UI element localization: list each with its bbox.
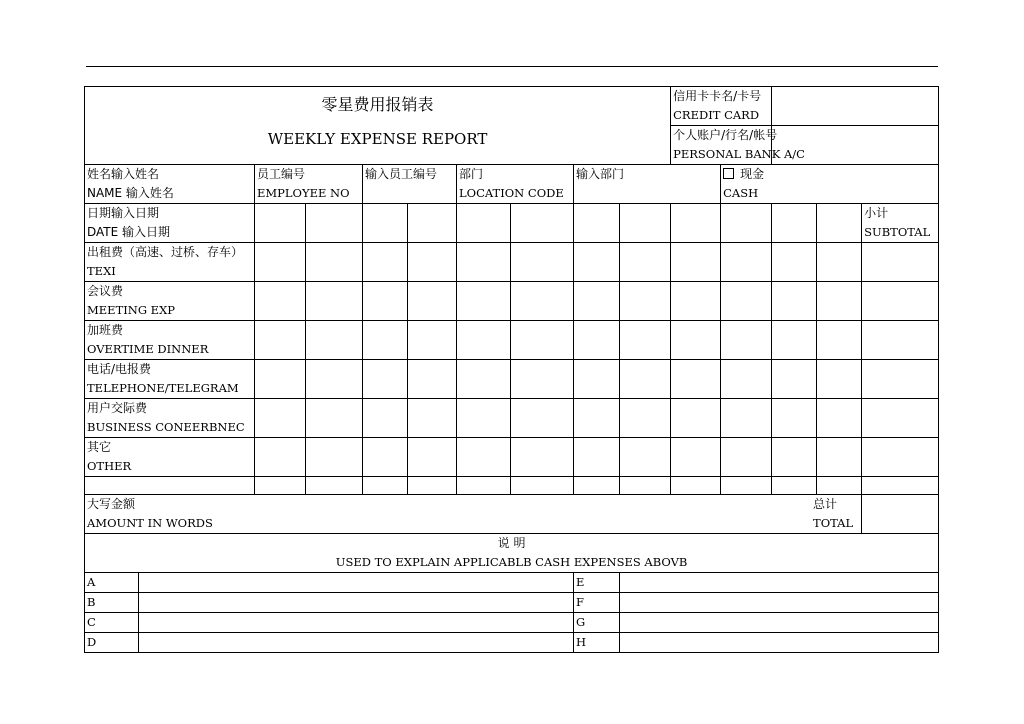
expense-row [85, 438, 939, 477]
location-code-field[interactable]: 输入部门 [574, 165, 721, 204]
grid-cell[interactable] [721, 321, 772, 360]
subtotal-cell[interactable] [862, 360, 939, 399]
explain-field[interactable] [620, 593, 939, 613]
grid-cell[interactable] [817, 243, 862, 282]
grid-cell[interactable] [306, 243, 363, 282]
grid-cell[interactable] [817, 204, 862, 243]
date-label[interactable]: 日期输入日期 DATE 输入日期 [85, 204, 255, 243]
grid-cell[interactable] [306, 477, 363, 495]
grid-cell[interactable] [671, 438, 721, 477]
grid-cell[interactable] [721, 243, 772, 282]
explain-letter: H [574, 633, 620, 653]
grid-cell[interactable] [511, 282, 574, 321]
grid-cell[interactable] [457, 477, 511, 495]
grid-cell[interactable] [772, 477, 817, 495]
explain-field[interactable] [620, 613, 939, 633]
grid-cell[interactable] [817, 360, 862, 399]
grid-cell[interactable] [574, 204, 620, 243]
cash-checkbox[interactable] [723, 168, 734, 179]
explain-field[interactable] [139, 613, 574, 633]
grid-cell[interactable] [620, 360, 671, 399]
grid-cell[interactable] [574, 243, 620, 282]
name-field[interactable]: 姓名输入姓名 NAME 输入姓名 [85, 165, 255, 204]
grid-cell[interactable] [306, 321, 363, 360]
grid-cell[interactable] [457, 243, 511, 282]
credit-card-label: 信用卡卡名/卡号 CREDIT CARD [671, 87, 772, 126]
grid-cell[interactable] [511, 438, 574, 477]
grid-cell[interactable] [574, 282, 620, 321]
grid-cell[interactable] [620, 438, 671, 477]
expense-label: 其它 OTHER [85, 438, 255, 477]
grid-cell[interactable] [511, 321, 574, 360]
explain-field[interactable] [139, 593, 574, 613]
subtotal-cell[interactable] [862, 282, 939, 321]
grid-cell[interactable] [363, 282, 408, 321]
title-en: WEEKLY EXPENSE REPORT [267, 130, 488, 148]
expense-label: 用户交际费 BUSINESS CONEERBNEC [85, 399, 255, 438]
grid-cell[interactable] [511, 360, 574, 399]
grid-cell[interactable] [620, 243, 671, 282]
explain-row [85, 573, 939, 593]
expense-label: 出租费（高速、过桥、存车） TEXI [85, 243, 255, 282]
expense-report-form [84, 86, 938, 653]
grid-cell[interactable] [408, 399, 457, 438]
grid-cell[interactable] [574, 399, 620, 438]
explain-letter: C [85, 613, 139, 633]
subtotal-cell[interactable] [862, 243, 939, 282]
grid-cell[interactable] [457, 282, 511, 321]
grid-cell[interactable] [255, 360, 306, 399]
grid-cell[interactable] [306, 282, 363, 321]
expense-row [85, 321, 939, 360]
grid-cell[interactable] [408, 204, 457, 243]
grid-cell[interactable] [457, 438, 511, 477]
expense-row [85, 243, 939, 282]
grid-cell[interactable] [457, 360, 511, 399]
grid-cell[interactable] [772, 399, 817, 438]
grid-cell[interactable] [408, 243, 457, 282]
grid-cell[interactable] [772, 438, 817, 477]
grid-cell[interactable] [363, 204, 408, 243]
expense-row [85, 399, 939, 438]
grid-cell[interactable] [306, 204, 363, 243]
explain-field[interactable] [620, 633, 939, 653]
explain-letter: F [574, 593, 620, 613]
amount-row [85, 495, 939, 534]
explain-letter: G [574, 613, 620, 633]
explain-row [85, 633, 939, 653]
grid-cell[interactable] [671, 399, 721, 438]
expense-label: 加班费 OVERTIME DINNER [85, 321, 255, 360]
grid-cell[interactable] [772, 243, 817, 282]
credit-card-field[interactable] [772, 87, 939, 126]
explain-row [85, 593, 939, 613]
grid-cell[interactable] [721, 204, 772, 243]
grid-cell[interactable] [306, 438, 363, 477]
expense-table [84, 86, 939, 653]
grid-cell[interactable] [721, 360, 772, 399]
grid-cell[interactable] [620, 282, 671, 321]
grid-cell[interactable] [511, 477, 574, 495]
grid-cell[interactable] [363, 243, 408, 282]
blank-row [85, 477, 939, 495]
grid-cell[interactable] [363, 399, 408, 438]
grid-cell[interactable] [255, 282, 306, 321]
grid-cell[interactable] [671, 204, 721, 243]
grid-cell[interactable] [721, 477, 772, 495]
grid-cell[interactable] [457, 204, 511, 243]
grid-cell[interactable] [721, 438, 772, 477]
expense-label: 电话/电报费 TELEPHONE/TELEGRAM [85, 360, 255, 399]
grid-cell[interactable] [306, 399, 363, 438]
grid-cell[interactable] [817, 438, 862, 477]
grid-cell[interactable] [671, 243, 721, 282]
total-cell[interactable] [862, 495, 939, 534]
grid-cell[interactable] [721, 399, 772, 438]
grid-cell[interactable] [255, 399, 306, 438]
bank-account-label: 个人账户/行名/帐号 PERSONAL BANK A/C [671, 126, 772, 165]
grid-cell[interactable] [671, 360, 721, 399]
grid-cell[interactable] [255, 243, 306, 282]
grid-cell[interactable] [457, 321, 511, 360]
grid-cell[interactable] [620, 399, 671, 438]
grid-cell[interactable] [772, 204, 817, 243]
grid-cell[interactable] [817, 399, 862, 438]
grid-cell[interactable] [306, 360, 363, 399]
explain-row [85, 613, 939, 633]
grid-cell[interactable] [511, 243, 574, 282]
amount-in-words-field[interactable]: 大写金额 AMOUNT IN WORDS 总计 TOTAL [85, 495, 862, 534]
grid-cell[interactable] [255, 204, 306, 243]
explain-header: 说 明 USED TO EXPLAIN APPLICABLB CASH EXPENSES ABOVB [85, 534, 939, 573]
grid-cell[interactable] [255, 438, 306, 477]
grid-cell[interactable] [620, 477, 671, 495]
title-cn: 零星费用报销表 [321, 95, 434, 114]
grid-cell[interactable] [363, 360, 408, 399]
date-row [85, 204, 939, 243]
explain-letter: A [85, 573, 139, 593]
grid-cell[interactable] [772, 282, 817, 321]
total-label-en: TOTAL [813, 516, 854, 530]
grid-cell[interactable] [671, 477, 721, 495]
explain-field[interactable] [139, 573, 574, 593]
grid-cell[interactable] [511, 204, 574, 243]
expense-label: 会议费 MEETING EXP [85, 282, 255, 321]
total-label-cn: 总计 [813, 497, 838, 511]
subtotal-cell[interactable] [862, 321, 939, 360]
grid-cell[interactable] [620, 321, 671, 360]
grid-cell[interactable] [671, 282, 721, 321]
grid-cell[interactable] [408, 282, 457, 321]
grid-cell[interactable] [363, 321, 408, 360]
grid-cell[interactable] [255, 321, 306, 360]
grid-cell[interactable] [817, 321, 862, 360]
subtotal-cell[interactable] [862, 477, 939, 495]
expense-row [85, 282, 939, 321]
explain-letter: B [85, 593, 139, 613]
grid-cell[interactable] [408, 321, 457, 360]
subtotal-cell[interactable] [862, 399, 939, 438]
grid-cell[interactable] [620, 204, 671, 243]
grid-cell[interactable] [255, 477, 306, 495]
grid-cell[interactable] [408, 477, 457, 495]
explain-letter: E [574, 573, 620, 593]
grid-cell[interactable] [817, 477, 862, 495]
grid-cell[interactable] [574, 321, 620, 360]
cash-option[interactable]: 现金 CASH [721, 165, 939, 204]
top-rule [86, 66, 938, 67]
grid-cell[interactable] [408, 360, 457, 399]
employee-no-label: 员工编号 EMPLOYEE NO [255, 165, 363, 204]
explain-header-row [85, 534, 939, 573]
grid-cell[interactable] [671, 321, 721, 360]
grid-cell[interactable] [457, 399, 511, 438]
grid-cell[interactable] [363, 438, 408, 477]
grid-cell[interactable] [574, 477, 620, 495]
expense-row [85, 360, 939, 399]
grid-cell[interactable] [85, 477, 255, 495]
employee-no-field[interactable]: 输入员工编号 [363, 165, 457, 204]
grid-cell[interactable] [817, 282, 862, 321]
location-code-label: 部门 LOCATION CODE [457, 165, 574, 204]
grid-cell[interactable] [721, 282, 772, 321]
explain-letter: D [85, 633, 139, 653]
grid-cell[interactable] [574, 438, 620, 477]
grid-cell[interactable] [511, 399, 574, 438]
explain-field[interactable] [139, 633, 574, 653]
subtotal-cell[interactable] [862, 438, 939, 477]
grid-cell[interactable] [363, 477, 408, 495]
grid-cell[interactable] [408, 438, 457, 477]
title-cell [85, 87, 671, 165]
explain-field[interactable] [620, 573, 939, 593]
subtotal-header: 小计 SUBTOTAL [862, 204, 939, 243]
grid-cell[interactable] [772, 360, 817, 399]
grid-cell[interactable] [574, 360, 620, 399]
grid-cell[interactable] [772, 321, 817, 360]
